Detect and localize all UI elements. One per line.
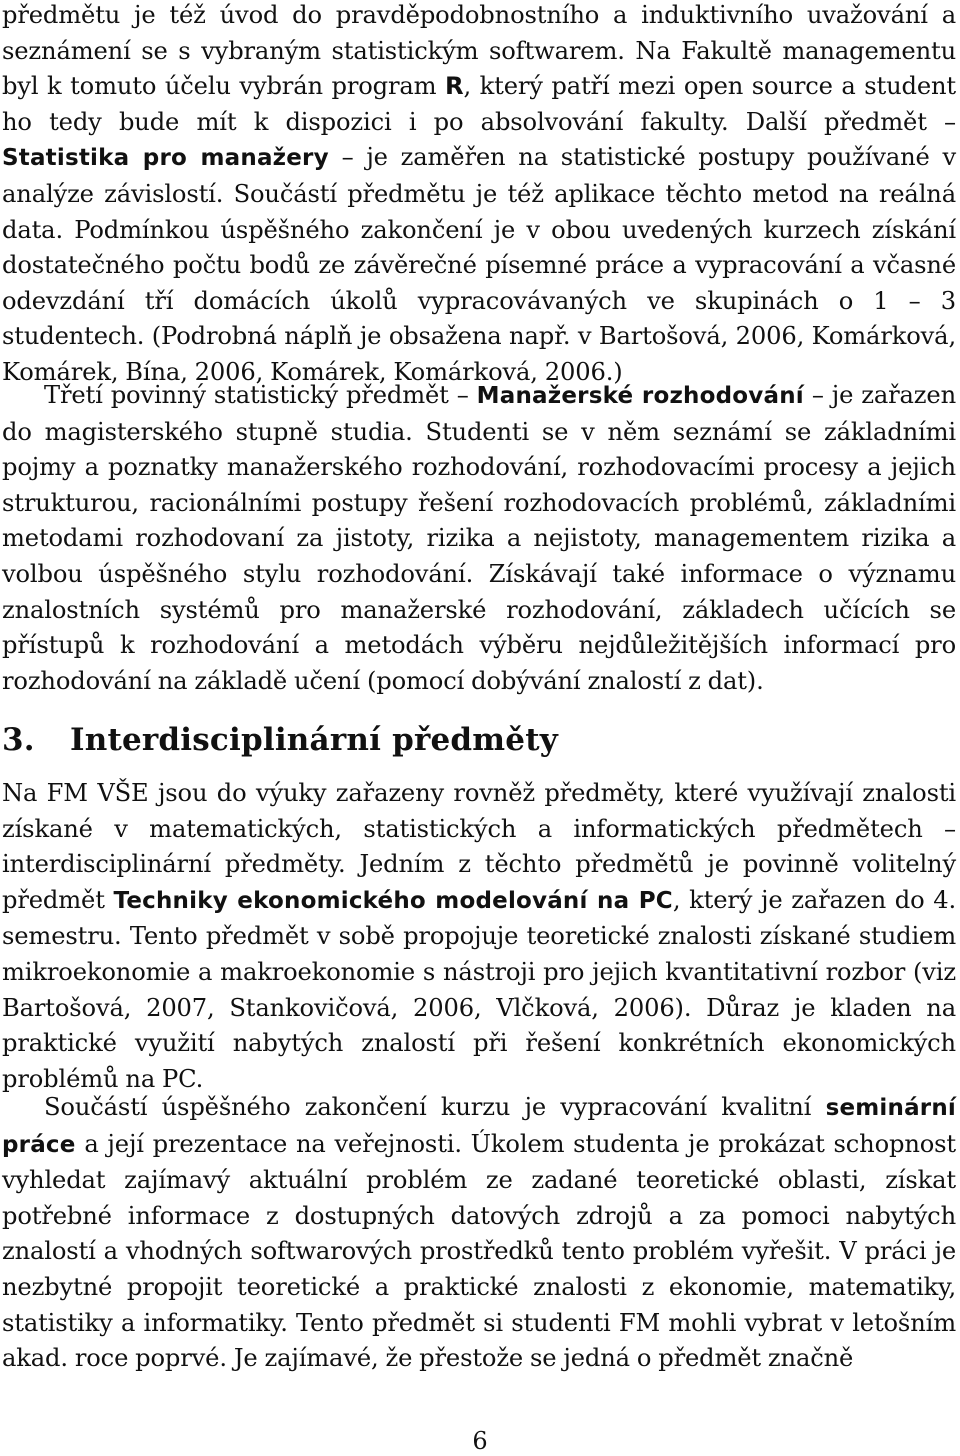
paragraph-text: – je zařazen do magisterského stupně studia. Studenti se v něm seznámí se základními pojmy a poznatky manažerského rozhodování, rozhodovacími procesy a jejich strukturou, racionálními postupy řešení rozhodovacích problémů, základními metodami rozhodovaní za jistoty, rizika a nejistoty, managementem rizika a volbou úspěšného stylu rozhodování. Získávají také informace o významu znalostních systémů pro manažerské rozhodování, základech učících se přístupů k rozhodování a metodách výběru nejdůležitějších informací pro rozhodování na základě učení (pomocí dobývání znalostí z dat). (2, 381, 956, 695)
course-name-economic-modelling: Techniky ekonomického modelování na PC (113, 887, 673, 914)
term-seminar-work: seminární práce (2, 1095, 956, 1158)
page-number: 6 (472, 1427, 488, 1455)
section-number: 3. (2, 722, 35, 758)
paragraph-text: , který je zařazen do 4. semestru. Tento předmět v sobě propojuje teoretické znalosti získané studiem mikroekonomie a makroekonomie s nástroji pro jejich kvantitativní rozbor (viz Bartošová, 2007, Stankovičová, 2006, Vlčková, 2006). Důraz je kladen na praktické využití nabytých znalostí při řešení konkrétních ekonomických problémů na PC. (2, 885, 957, 1093)
paragraph-text: a její prezentace na veřejnosti. Úkolem studenta je prokázat schopnost vyhledat zajímavý aktuální problém ze zadané teoretické oblasti, získat potřebné informace z dostupných datových zdrojů a za pomoci nabytých znalostí a vhodných softwarových prostředků tento problém vyřešit. V práci je nezbytné propojit teoretické a praktické znalosti z ekonomie, matematiky, statistiky a informatiky. Tento předmět si studenti FM mohli vybrat v letošním akad. roce poprvé. Je zajímavé, že přestože se jedná o předmět značně (2, 1129, 956, 1373)
r-logo: R (445, 72, 464, 101)
course-name-statistics-for-managers: Statistika pro manažery (2, 145, 329, 172)
paragraph-interdisciplinary-courses (2, 776, 956, 1097)
paragraph-text: předmětu je též úvod do pravděpodobnostního a induktivního uvažování a seznámení se s vybraným statistickým softwarem. Na Fakultě managementu byl k tomuto účelu vybrán program (2, 1, 956, 101)
paragraph-managerial-decision-making (2, 378, 956, 699)
section-heading (2, 718, 558, 762)
section-title: Interdisciplinární předměty (70, 722, 558, 758)
paragraph-text: Třetí povinný statistický předmět – (44, 381, 477, 409)
course-name-managerial-decision-making: Manažerské rozhodování (476, 383, 804, 409)
paragraph-text: – je zaměřen na statistické postupy používané v analýze závislostí. Součástí předmětu je též aplikace těchto metod na reálná data. Podmínkou úspěšného zakončení je v obou uvedených kurzech získání dostatečného počtu bodů ze závěrečné písemné práce a vypracování a včasné odevzdání tří domácích úkolů vypracovávaných ve skupinách o 1 – 3 studentech. (Podrobná náplň je obsažena např. v Bartošová, 2006, Komárková, Komárek, Bína, 2006, Komárek, Komárková, 2006.) (2, 143, 956, 386)
paragraph-statistics-courses (2, 0, 956, 391)
paragraph-text: Součástí úspěšného zakončení kurzu je vypracování kvalitní (44, 1093, 826, 1121)
paragraph-seminar-work (2, 1090, 956, 1377)
paragraph-text: Na FM VŠE jsou do výuky zařazeny rovněž předměty, které využívají znalosti získané v matematických, statistických a informatických předmětech – interdisciplinární předměty. Jedním z těchto předmětů je povinně volitelný předmět (2, 779, 956, 914)
paragraph-text: , který patří mezi open source a student ho tedy bude mít k dispozici i po absolvování fakulty. Další předmět – (2, 72, 957, 136)
